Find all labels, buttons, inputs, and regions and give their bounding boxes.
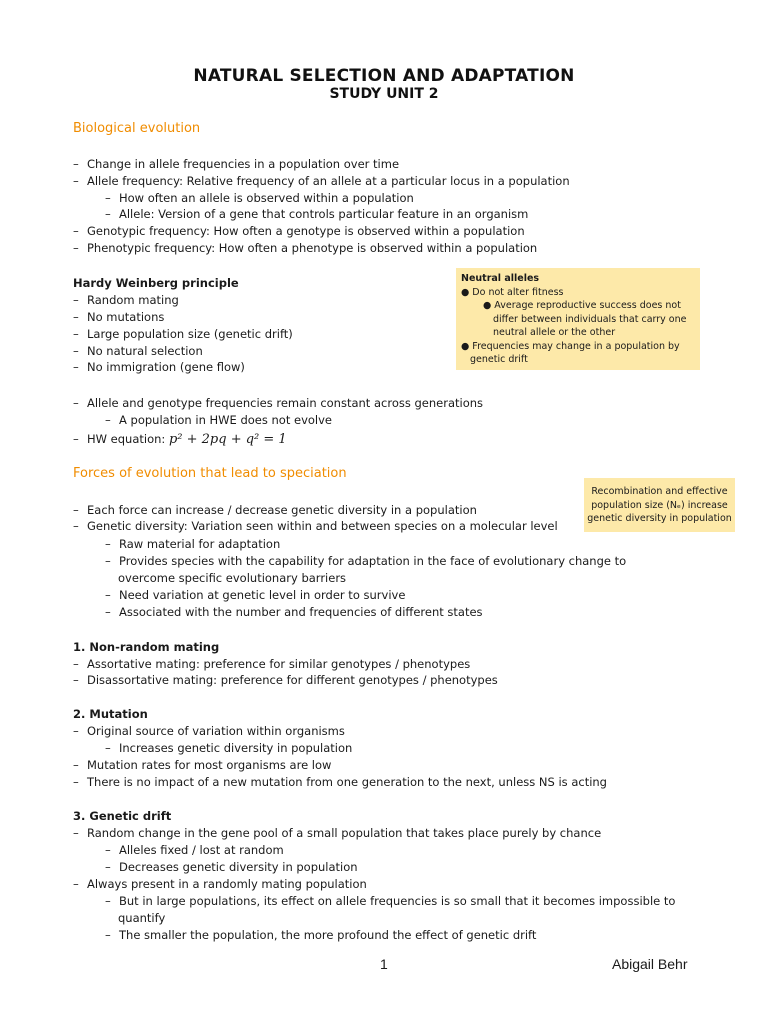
bullet-line: – Genetic diversity: Variation seen within and between species on a molecular level [73, 519, 558, 533]
subsection-heading-nonrandom-mating: 1. Non-random mating [73, 640, 220, 654]
sub-bullet-line: – The smaller the population, the more profound the effect of genetic drift [105, 928, 537, 942]
bullet-line: – Allele and genotype frequencies remain constant across generations [73, 396, 484, 410]
sub-bullet-line: – How often an allele is observed within a population [105, 191, 414, 205]
bullet-line: – Original source of variation within organisms [73, 724, 345, 738]
bullet-line: – There is no impact of a new mutation from one generation to the next, unless NS is acting [73, 775, 607, 789]
bullet-line: – Mutation rates for most organisms are low [73, 758, 332, 772]
bullet-line: – Phenotypic frequency: How often a phenotype is observed within a population [73, 241, 538, 255]
note-title: Neutral alleles [461, 273, 540, 284]
bullet-line: – Genotypic frequency: How often a genotype is observed within a population [73, 224, 525, 238]
sub-bullet-line: – Need variation at genetic level in order to survive [105, 588, 406, 602]
continuation-line: quantify [118, 911, 166, 925]
note-line: neutral allele or the other [493, 327, 616, 338]
bullet-line: – Large population size (genetic drift) [73, 327, 293, 341]
sub-bullet-line: – But in large populations, its effect on allele frequencies is so small that it becomes impossible to [105, 894, 676, 908]
note-neutral-alleles [456, 268, 700, 370]
sub-bullet-line: – Alleles fixed / lost at random [105, 843, 284, 857]
note-line: population size (Nₑ) increase [591, 500, 728, 511]
note-line: ● Frequencies may change in a population by [461, 341, 680, 352]
subsection-heading-mutation: 2. Mutation [73, 707, 148, 721]
bullet-line: – No natural selection [73, 344, 203, 358]
sub-bullet-line: – Increases genetic diversity in population [105, 741, 353, 755]
continuation-line: overcome specific evolutionary barriers [118, 571, 347, 585]
sub-bullet-line: – Raw material for adaptation [105, 537, 281, 551]
sub-bullet-line: – A population in HWE does not evolve [105, 413, 332, 427]
hw-equation: p² + 2pq + q² = 1 [168, 432, 287, 447]
bullet-line: – Assortative mating: preference for similar genotypes / phenotypes [73, 657, 471, 671]
note-line: ● Average reproductive success does not [483, 300, 681, 311]
hwp-heading: Hardy Weinberg principle [73, 276, 239, 290]
bullet-line: – HW equation: p² + 2pq + q² = 1 [73, 432, 287, 447]
sub-bullet-line: – Associated with the number and frequencies of different states [105, 605, 483, 619]
bullet-line: – Always present in a randomly mating population [73, 877, 367, 891]
sub-bullet-line: – Decreases genetic diversity in population [105, 860, 358, 874]
subsection-heading-genetic-drift: 3. Genetic drift [73, 809, 172, 823]
bullet-line: – No mutations [73, 310, 165, 324]
bullet-line: – No immigration (gene flow) [73, 360, 245, 374]
note-line: Recombination and effective [591, 486, 728, 497]
note-line: genetic drift [470, 354, 528, 365]
page-title: NATURAL SELECTION AND ADAPTATION [193, 66, 575, 86]
bullet-line: – Allele frequency: Relative frequency of an allele at a particular locus in a population [73, 174, 570, 188]
sub-bullet-line: – Provides species with the capability for adaptation in the face of evolutionary change to [105, 554, 627, 568]
bullet-line: – Disassortative mating: preference for different genotypes / phenotypes [73, 673, 498, 687]
author-name: Abigail Behr [612, 956, 688, 972]
bullet-line: – Random change in the gene pool of a small population that takes place purely by chance [73, 826, 602, 840]
bullet-line: – Each force can increase / decrease genetic diversity in a population [73, 503, 477, 517]
bullet-line: – Change in allele frequencies in a population over time [73, 157, 400, 171]
sub-bullet-line: – Allele: Version of a gene that controls particular feature in an organism [105, 207, 529, 221]
page-subtitle: STUDY UNIT 2 [329, 86, 439, 102]
section-heading-biological-evolution: Biological evolution [73, 121, 201, 136]
note-line: genetic diversity in population [587, 513, 732, 524]
section-heading-forces: Forces of evolution that lead to speciation [73, 466, 347, 481]
bullet-line: – Random mating [73, 293, 179, 307]
note-recombination [584, 478, 735, 532]
page-number: 1 [380, 956, 388, 972]
note-line: ● Do not alter fitness [461, 287, 564, 298]
note-line: differ between individuals that carry one [493, 314, 687, 325]
